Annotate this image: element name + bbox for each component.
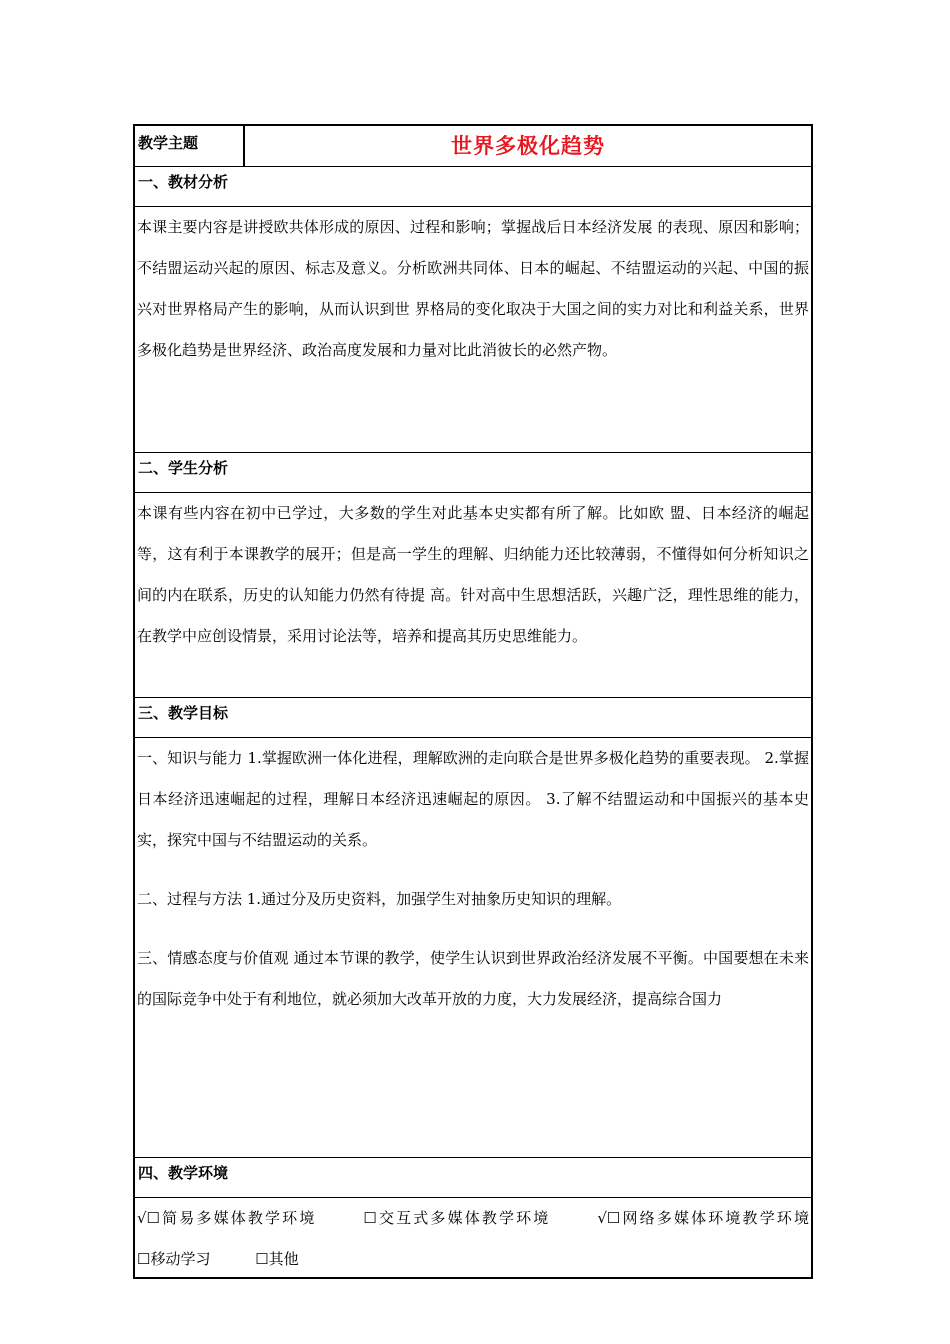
textbook-analysis-text: 本课主要内容是讲授欧共体形成的原因、过程和影响；掌握战后日本经济发展 的表现、原因和影响；不结盟运动兴起的原因、标志及意义。分析欧洲共同体、日本的崛起、不结盟运动的兴起、中国的振兴对世界格局产生的影响，从而认识到世 界格局的变化取决于大国之间的实力对比和利益关系，世界多极化趋势是世界经济、政治高度发展和力量对比此消彼长的必然产物。 [137,218,809,359]
section-body-students [135,492,811,697]
option-network-multimedia[interactable]: √☐网络多媒体环境教学环境 [597,1209,809,1227]
section-body-goals [135,737,811,1157]
option-interactive-multimedia[interactable]: ☐交互式多媒体教学环境 [363,1209,551,1227]
section-body-environment [135,1197,811,1277]
student-analysis-text: 本课有些内容在初中已学过，大多数的学生对此基本史实都有所了解。比如欧 盟、日本经济的崛起等，这有利于本课教学的展开；但是高一学生的理解、归纳能力还比较薄弱，不懂得如何分析知识之间的内在联系，历史的认知能力仍然有待提 高。针对高中生思想活跃，兴趣广泛，理性思维的能力，在教学中应创设情景，采用讨论法等，培养和提高其历史思维能力。 [137,504,809,645]
option-other[interactable]: ☐其他 [255,1250,299,1268]
section-body-textbook [135,206,811,452]
goal-knowledge: 一、知识与能力 1.掌握欧洲一体化进程，理解欧洲的走向联合是世界多极化趋势的重要表现。 2.掌握日本经济迅速崛起的过程，理解日本经济迅速崛起的原因。 3.了解不结盟运动和中国振兴的基本史实，探究中国与不结盟运动的关系。 [137,749,809,849]
option-mobile-learning[interactable]: ☐移动学习 [137,1250,211,1268]
lesson-plan-table [133,124,813,1279]
goal-values: 三、情感态度与价值观 通过本节课的教学，使学生认识到世界政治经济发展不平衡。中国要想在未来的国际竞争中处于有利地位，就必须加大改革开放的力度，大力发展经济，提高综合国力 [137,949,809,1008]
goal-process: 二、过程与方法 1.通过分及历史资料，加强学生对抽象历史知识的理解。 [137,890,622,908]
title-row [135,126,811,166]
section-heading-environment: 四、教学环境 [135,1157,811,1197]
environment-options [137,1198,809,1280]
option-simple-multimedia[interactable]: √☐简易多媒体教学环境 [137,1209,317,1227]
section-heading-textbook: 一、教材分析 [135,166,811,206]
section-heading-students: 二、学生分析 [135,452,811,492]
lesson-title: 世界多极化趋势 [451,133,605,158]
section-heading-goals: 三、教学目标 [135,697,811,737]
topic-label: 教学主题 [135,126,245,166]
